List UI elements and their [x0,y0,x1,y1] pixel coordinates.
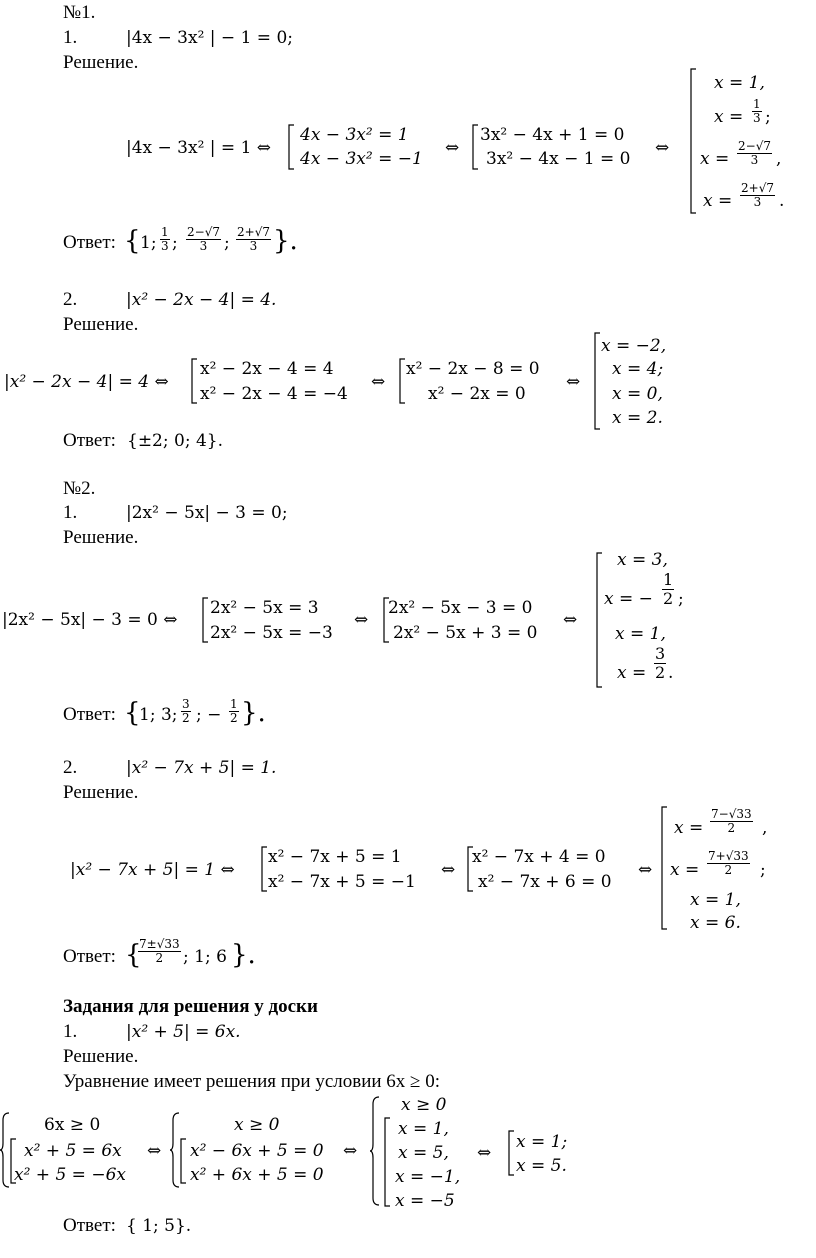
system-line: 2x² − 5x = 3 [210,598,319,618]
fraction: $\frac{2-√7}{3}$ [187,225,220,253]
fraction: $\frac{1}{3}$ [161,225,169,253]
bracket [596,552,604,688]
system-line: x = 1, [398,1119,449,1139]
punct: ; [172,233,178,253]
answer-label: Ответ: [63,430,116,451]
system-line: x² − 7x + 6 = 0 [478,872,612,892]
bracket [180,1138,188,1184]
equation-step: |2x² − 5x| − 3 = 0 ⇔ [2,610,178,630]
fraction: $\frac{7-√33}{2}$ [711,807,752,835]
solution-label: Решение. [63,52,139,73]
solution-label: Решение. [63,782,139,803]
brace: { [124,698,141,728]
brace: }. [241,698,266,728]
fraction: $\frac{1}{2}$ [230,697,238,725]
root: x = 3, [617,550,668,570]
punct: , [762,818,768,838]
punct: ; [760,860,766,880]
punct: ; [224,233,230,253]
punct: , [776,149,782,169]
bracket [202,597,210,643]
brace [0,1112,10,1188]
fraction: $\frac{2+√7}{3}$ [237,225,270,253]
solution-label: Решение. [63,314,139,335]
root: x = 1, [714,73,765,93]
punct: . [779,191,785,211]
root: x = 2. [612,408,663,428]
system-line: x ≥ 0 [401,1095,447,1115]
system-line: 3x² − 4x + 1 = 0 [480,125,625,145]
root: x = [670,860,700,880]
system-line: 3x² − 4x − 1 = 0 [486,149,631,169]
equivalence-arrow: ⇔ [655,138,670,158]
equivalence-arrow: ⇔ [354,610,369,630]
fraction: $\frac{7+√33}{2}$ [708,849,749,877]
brace [170,1112,180,1188]
bracket [690,68,698,214]
bracket [472,124,480,170]
section-heading-2: №2. [63,478,96,499]
problem-equation: |4x − 3x² | − 1 = 0; [126,28,293,48]
equivalence-arrow: ⇔ [441,860,456,880]
fraction: $\frac{1}{2}$ [663,570,674,608]
bracket [508,1130,516,1176]
system-line: x² − 2x − 4 = −4 [200,384,348,404]
root: x = [714,107,744,127]
bracket [191,358,199,404]
system-line: x² − 2x = 0 [428,384,526,404]
bracket [661,806,669,930]
fraction: $\frac{2+√7}{3}$ [741,181,774,209]
root: x = −2, [601,336,667,356]
system-line: x = 5, [398,1143,449,1163]
equation-step: |4x − 3x² | = 1 ⇔ [126,138,272,158]
equivalence-arrow: ⇔ [566,372,581,392]
final-root: x = 1; [516,1132,568,1152]
answer-label: Ответ: [63,946,116,967]
problem-number: 1. [63,1021,78,1042]
answer-value: 1; 3; [139,705,178,725]
condition-text: Уравнение имеет решения при условии 6x ≥ 0: [63,1071,441,1092]
answer-value: 1; [140,233,157,253]
system-line: x² − 2x − 4 = 4 [200,359,334,379]
root: x = 1, [690,890,741,910]
problem-equation: |2x² − 5x| − 3 = 0; [126,503,288,523]
equation-step: |x² − 2x − 4| = 4 ⇔ [4,372,169,392]
root: x = − [604,589,653,609]
answer-label: Ответ: [63,704,116,725]
root: x = [703,191,733,211]
system-line: 6x ≥ 0 [44,1115,101,1135]
answer-label: Ответ: [63,232,116,253]
system-line: 4x − 3x² = −1 [300,149,423,169]
answer-value: {±2; 0; 4}. [127,431,223,451]
system-line: x ≥ 0 [234,1115,280,1135]
bracket [384,1117,392,1207]
system-line: x² − 7x + 5 = −1 [268,872,416,892]
brace [370,1096,380,1206]
brace: { [124,226,141,256]
problem-equation: |x² − 2x − 4| = 4. [126,290,277,310]
answer-value: { 1; 5}. [126,1216,192,1236]
root: x = 4; [612,359,664,379]
root: x = 0, [612,384,663,404]
fraction: $\frac{2-√7}{3}$ [738,139,771,167]
equivalence-arrow: ⇔ [343,1141,358,1161]
answer-value: ; 1; 6 [183,947,227,967]
punct: ; [678,589,684,609]
system-line: x² − 6x + 5 = 0 [190,1141,324,1161]
problem-number: 1. [63,502,78,523]
problem-number: 1. [63,27,78,48]
system-line: x² − 7x + 4 = 0 [472,847,606,867]
equivalence-arrow: ⇔ [563,610,578,630]
solution-label: Решение. [63,527,139,548]
root: x = [617,663,647,683]
system-line: x² + 5 = 6x [24,1141,122,1161]
equivalence-arrow: ⇔ [477,1143,492,1163]
system-line: 2x² − 5x + 3 = 0 [393,623,538,643]
fraction: $\frac{7\pm√33}{2}$ [139,937,180,965]
system-line: 4x − 3x² = 1 [300,125,409,145]
brace: { [125,940,142,970]
punct: ; − [196,705,222,725]
system-line: x² − 2x − 8 = 0 [406,359,540,379]
system-line: x = −5 [395,1191,455,1211]
equation-step: |x² − 7x + 5| = 1 ⇔ [70,860,235,880]
equivalence-arrow: ⇔ [147,1141,162,1161]
brace: }. [231,940,256,970]
system-line: 2x² − 5x − 3 = 0 [388,598,533,618]
equivalence-arrow: ⇔ [371,372,386,392]
problem-number: 2. [63,289,78,310]
system-line: x² + 5 = −6x [14,1165,126,1185]
problem-equation: |x² − 7x + 5| = 1. [126,758,277,778]
root: x = [674,818,704,838]
problem-number: 2. [63,757,78,778]
punct: ; [765,107,771,127]
equivalence-arrow: ⇔ [638,860,653,880]
root: x = 1, [615,624,666,644]
root: x = [700,149,730,169]
section-heading-1: №1. [63,2,96,23]
problem-equation: |x² + 5| = 6x. [126,1022,241,1042]
bracket [288,124,296,170]
system-line: 2x² − 5x = −3 [210,623,333,643]
punct: . [668,663,674,683]
solution-label: Решение. [63,1046,139,1067]
answer-label: Ответ: [63,1215,116,1236]
system-line: x = −1, [395,1167,461,1187]
system-line: x² + 6x + 5 = 0 [190,1165,324,1185]
root: x = 6. [690,913,741,933]
board-heading: Задания для решения у доски [63,996,318,1017]
final-root: x = 5. [516,1156,567,1176]
brace: }. [273,226,298,256]
fraction: $\frac{1}{3}$ [753,97,761,125]
equivalence-arrow: ⇔ [445,138,460,158]
fraction: $\frac{3}{2}$ [655,644,666,682]
system-line: x² − 7x + 5 = 1 [268,847,402,867]
fraction: $\frac{3}{2}$ [182,697,190,725]
